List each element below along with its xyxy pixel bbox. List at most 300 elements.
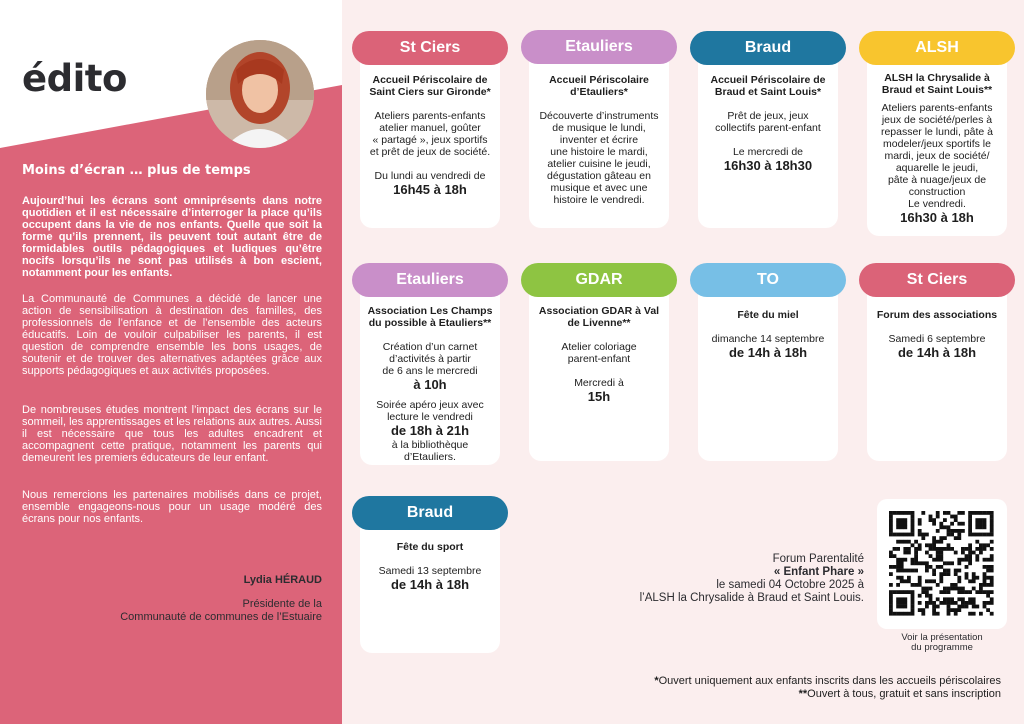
qr-module [911, 515, 915, 519]
qr-module [983, 583, 987, 587]
qr-module [957, 590, 961, 594]
qr-module [983, 558, 987, 562]
qr-module [907, 533, 911, 537]
qr-module [911, 525, 915, 529]
qr-module [950, 597, 954, 601]
qr-module [918, 543, 922, 547]
qr-module [914, 561, 918, 565]
qr-module [889, 605, 893, 609]
qr-module [907, 551, 911, 555]
event-time: à 10h [413, 377, 447, 392]
qr-module [900, 576, 904, 580]
qr-module [911, 594, 915, 598]
location-tag: GDAR [521, 263, 677, 297]
edito-paragraph: La Communauté de Communes a décidé de lancer une action de sensibilisation à destination des familles, des professionnels de l’enfance et de l’ensemble des acteurs éducatifs. Loin de vouloir culpabiliser les parents, il est question de comprendre ensemble les bons usages, de soutenir et de trouver des alternatives adaptées grâce aux supports pédagogiques et aux activités proposées. [22, 293, 322, 377]
qr-module [983, 590, 987, 594]
qr-module [943, 572, 947, 576]
qr-module [896, 540, 900, 544]
qr-module [986, 543, 990, 547]
qr-module [943, 536, 947, 540]
qr-module [900, 569, 904, 573]
qr-module [936, 529, 940, 533]
qr-module [932, 572, 936, 576]
qr-module [918, 579, 922, 583]
qr-module [957, 608, 961, 612]
qr-module [939, 522, 943, 526]
qr-module [957, 587, 961, 591]
qr-module [903, 569, 907, 573]
qr-module [968, 590, 972, 594]
qr-module [900, 597, 904, 601]
qr-module [986, 558, 990, 562]
qr-module [896, 590, 900, 594]
qr-module [911, 583, 915, 587]
location-tag: Braud [690, 31, 846, 65]
qr-module [918, 594, 922, 598]
qr-module [903, 522, 907, 526]
qr-module [983, 576, 987, 580]
qr-module [947, 561, 951, 565]
event-title: Fête du sport [396, 541, 464, 553]
qr-module [911, 597, 915, 601]
qr-module [889, 533, 893, 537]
qr-module [947, 525, 951, 529]
qr-module [936, 554, 940, 558]
qr-module [907, 576, 911, 580]
qr-module [929, 587, 933, 591]
qr-module [983, 601, 987, 605]
qr-module [979, 511, 983, 515]
qr-module [979, 612, 983, 616]
qr-module [911, 518, 915, 522]
qr-module [889, 608, 893, 612]
qr-module [975, 558, 979, 562]
qr-module [911, 590, 915, 594]
qr-module [914, 558, 918, 562]
qr-module [932, 543, 936, 547]
qr-module [914, 540, 918, 544]
qr-module [903, 601, 907, 605]
qr-module [965, 590, 969, 594]
qr-module [900, 518, 904, 522]
qr-module [954, 572, 958, 576]
qr-module [947, 612, 951, 616]
qr-module [961, 558, 965, 562]
qr-module [968, 543, 972, 547]
qr-module [979, 587, 983, 591]
qr-module [896, 605, 900, 609]
qr-module [918, 608, 922, 612]
qr-module [911, 612, 915, 616]
edito-paragraph: Nous remercions les partenaires mobilisés dans ce projet, ensemble engageons-nous pour un usage modéré des écrans pour nos enfants. [22, 489, 322, 525]
event-time: de 14h à 18h [897, 345, 977, 360]
qr-module [954, 608, 958, 612]
qr-module [939, 536, 943, 540]
qr-module [893, 511, 897, 515]
qr-module [954, 612, 958, 616]
qr-module [957, 576, 961, 580]
qr-module [943, 597, 947, 601]
qr-module [929, 518, 933, 522]
qr-module [961, 590, 965, 594]
event-card-braud-2: Fête du sport Samedi 13 septembre de 14h à 18h [360, 515, 500, 653]
location-tag: TO [690, 263, 846, 297]
qr-module [939, 565, 943, 569]
qr-module [975, 590, 979, 594]
qr-module [929, 597, 933, 601]
qr-module [939, 554, 943, 558]
qr-module [936, 605, 940, 609]
qr-module [921, 561, 925, 565]
event-card-st-ciers: Accueil Périscolaire de Saint Ciers sur Gironde* Ateliers parents-enfants atelier manuel, goûter « partagé », jeux sportifs et prêt de jeux de société. Du lundi au vendredi de 16h45 à 18h [360, 50, 500, 228]
qr-module [925, 569, 929, 573]
location-tag: Braud [352, 496, 508, 530]
qr-module [896, 522, 900, 526]
qr-module [990, 522, 994, 526]
qr-module [936, 565, 940, 569]
qr-module [936, 515, 940, 519]
qr-module [903, 558, 907, 562]
qr-module [929, 579, 933, 583]
qr-module [957, 529, 961, 533]
qr-module [936, 597, 940, 601]
qr-module [975, 525, 979, 529]
footnote-1: *Ouvert uniquement aux enfants inscrits dans les accueils périscolaires [654, 675, 1001, 687]
event-title: Association GDAR à Val de Livenne** [538, 305, 660, 329]
event-card-alsh: ALSH la Chrysalide à Braud et Saint Louis** Ateliers parents-enfants jeux de société/perles à repasser le lundi, pâte à modeler/jeux sportifs le mardi, jeux de société/ aquarelle le jeudi, pâte à nuage/jeux de construction Le vendredi. 16h30 à 18h [867, 50, 1007, 236]
qr-module [921, 587, 925, 591]
qr-module [911, 533, 915, 537]
qr-module [903, 525, 907, 529]
qr-module [990, 612, 994, 616]
qr-module [990, 529, 994, 533]
qr-module [921, 533, 925, 537]
qr-module [929, 554, 933, 558]
qr-module [900, 511, 904, 515]
qr-module [972, 612, 976, 616]
qr-module [918, 518, 922, 522]
event-card-gdar: Association GDAR à Val de Livenne** Atelier coloriage parent-enfant Mercredi à 15h [529, 283, 669, 461]
qr-module [943, 601, 947, 605]
qr-code-icon [877, 499, 1007, 629]
edito-paragraph: Aujourd’hui les écrans sont omniprésents dans notre quotidien et il est nécessaire d’interroger la place qu’ils occupent dans la vie de nos enfants. Quelle que soit la forme qu’ils prennent, ils peuvent tout autant être de formidables outils pédagogiques et ludiques qu’être nocifs lorsqu’ils ne sont pas utilisés à bon escient, notamment pour les enfants. [22, 195, 322, 279]
event-title: Fête du miel [737, 309, 799, 321]
qr-module [968, 529, 972, 533]
qr-module [983, 533, 987, 537]
qr-module [961, 587, 965, 591]
edito-title: édito [22, 57, 127, 100]
qr-module [954, 518, 958, 522]
qr-module [965, 547, 969, 551]
qr-module [957, 536, 961, 540]
qr-module [979, 590, 983, 594]
qr-module [965, 565, 969, 569]
qr-module [957, 558, 961, 562]
qr-module [990, 515, 994, 519]
qr-module [983, 572, 987, 576]
qr-module [939, 547, 943, 551]
qr-module [983, 565, 987, 569]
qr-module [990, 590, 994, 594]
qr-module [943, 518, 947, 522]
qr-module [889, 554, 893, 558]
qr-module [947, 511, 951, 515]
qr-module [957, 579, 961, 583]
qr-module [889, 525, 893, 529]
qr-module [950, 583, 954, 587]
qr-module [968, 601, 972, 605]
qr-module [893, 590, 897, 594]
qr-module [986, 533, 990, 537]
qr-module [983, 543, 987, 547]
event-title: Accueil Périscolaire d’Etauliers* [549, 74, 649, 98]
qr-module [900, 522, 904, 526]
qr-module [932, 522, 936, 526]
qr-module [950, 529, 954, 533]
qr-module [957, 561, 961, 565]
forum-announcement: Forum Parentalité « Enfant Phare » le samedi 04 Octobre 2025 à l’ALSH la Chrysalide à Braud et Saint Louis. [639, 553, 864, 604]
location-tag: St Ciers [859, 263, 1015, 297]
location-tag: Etauliers [352, 263, 508, 297]
qr-module [990, 525, 994, 529]
qr-module [907, 540, 911, 544]
qr-module [965, 605, 969, 609]
qr-module [972, 605, 976, 609]
qr-module [947, 533, 951, 537]
qr-module [900, 540, 904, 544]
qr-module [950, 587, 954, 591]
qr-module [903, 551, 907, 555]
qr-code[interactable] [877, 499, 1007, 629]
qr-module [961, 522, 965, 526]
qr-module [968, 515, 972, 519]
qr-module [939, 576, 943, 580]
qr-module [961, 547, 965, 551]
event-time: 15h [587, 389, 611, 404]
qr-module [968, 511, 972, 515]
qr-module [929, 565, 933, 569]
qr-module [983, 605, 987, 609]
event-card-etauliers: Accueil Périscolaire d’Etauliers* Découverte d’instruments de musique le lundi, inventer et écrire une histoire le mardi, atelier cuisine le jeudi, dégustation gâteau en musique et avec une histoire le vendredi. [529, 50, 669, 228]
qr-module [911, 605, 915, 609]
qr-module [943, 511, 947, 515]
qr-module [990, 558, 994, 562]
qr-module [990, 533, 994, 537]
qr-module [907, 612, 911, 616]
qr-module [947, 572, 951, 576]
qr-module [986, 569, 990, 573]
qr-module [954, 529, 958, 533]
qr-module [968, 551, 972, 555]
qr-module [911, 529, 915, 533]
edito-panel [0, 0, 342, 724]
qr-module [979, 533, 983, 537]
qr-module [986, 583, 990, 587]
qr-module [907, 579, 911, 583]
qr-module [990, 511, 994, 515]
qr-module [968, 579, 972, 583]
qr-module [975, 605, 979, 609]
qr-module [947, 569, 951, 573]
qr-module [990, 547, 994, 551]
qr-module [954, 587, 958, 591]
qr-module [990, 518, 994, 522]
qr-module [903, 511, 907, 515]
qr-module [896, 576, 900, 580]
qr-module [965, 576, 969, 580]
qr-module [965, 558, 969, 562]
signature-name: Lydia HÉRAUD [243, 574, 322, 586]
qr-module [968, 522, 972, 526]
qr-module [943, 525, 947, 529]
qr-module [896, 558, 900, 562]
qr-module [900, 525, 904, 529]
qr-module [889, 597, 893, 601]
event-card-braud: Accueil Périscolaire de Braud et Saint Louis* Prêt de jeux, jeux collectifs parent-enfant Le mercredi de 16h30 à 18h30 [698, 50, 838, 228]
qr-module [986, 594, 990, 598]
qr-module [954, 551, 958, 555]
qr-module [932, 518, 936, 522]
qr-module [979, 522, 983, 526]
qr-module [990, 601, 994, 605]
qr-module [896, 518, 900, 522]
qr-module [914, 554, 918, 558]
qr-module [932, 536, 936, 540]
event-title: Forum des associations [876, 309, 998, 321]
qr-module [889, 565, 893, 569]
qr-module [925, 590, 929, 594]
qr-module [925, 605, 929, 609]
qr-module [914, 551, 918, 555]
qr-module [968, 518, 972, 522]
qr-module [925, 561, 929, 565]
qr-module [889, 601, 893, 605]
qr-module [986, 576, 990, 580]
qr-module [896, 511, 900, 515]
qr-module [896, 561, 900, 565]
qr-module [939, 601, 943, 605]
qr-module [947, 590, 951, 594]
qr-module [900, 565, 904, 569]
qr-module [932, 601, 936, 605]
qr-module [943, 587, 947, 591]
qr-module [972, 572, 976, 576]
qr-module [936, 551, 940, 555]
qr-module [979, 583, 983, 587]
qr-module [900, 601, 904, 605]
qr-module [943, 561, 947, 565]
qr-module [968, 525, 972, 529]
qr-module [921, 536, 925, 540]
qr-module [947, 543, 951, 547]
author-photo [206, 40, 314, 148]
event-time: de 18h à 21h [390, 423, 470, 438]
qr-module [983, 518, 987, 522]
qr-module [954, 515, 958, 519]
qr-module [968, 547, 972, 551]
qr-module [903, 518, 907, 522]
qr-module [990, 540, 994, 544]
qr-module [954, 569, 958, 573]
qr-module [979, 518, 983, 522]
qr-module [947, 605, 951, 609]
qr-module [950, 533, 954, 537]
qr-caption: Voir la présentation du programme [901, 632, 983, 653]
event-time: 16h45 à 18h [393, 182, 467, 197]
qr-module [947, 547, 951, 551]
qr-module [900, 558, 904, 562]
qr-module [947, 608, 951, 612]
event-card-st-ciers-2: Forum des associations Samedi 6 septembre de 14h à 18h [867, 283, 1007, 461]
qr-module [900, 561, 904, 565]
qr-module [932, 608, 936, 612]
qr-module [911, 601, 915, 605]
qr-module [925, 579, 929, 583]
qr-module [979, 551, 983, 555]
qr-module [929, 515, 933, 519]
qr-module [936, 583, 940, 587]
qr-module [957, 533, 961, 537]
edito-paragraph: De nombreuses études montrent l’impact des écrans sur le sommeil, les apprentissages et les relations aux autres. Aussi il est nécessaire que tous les adultes encadrent et accompagnent cette pratique, notamment les parents qui demeurent les premiers éducateurs de leur enfant. [22, 404, 322, 464]
qr-module [889, 572, 893, 576]
qr-module [903, 540, 907, 544]
qr-module [896, 569, 900, 573]
qr-module [965, 601, 969, 605]
qr-module [950, 561, 954, 565]
qr-module [961, 551, 965, 555]
qr-module [939, 590, 943, 594]
qr-module [972, 601, 976, 605]
qr-module [968, 533, 972, 537]
qr-module [954, 536, 958, 540]
qr-module [896, 583, 900, 587]
qr-module [921, 612, 925, 616]
qr-module [990, 579, 994, 583]
qr-module [961, 511, 965, 515]
qr-module [889, 522, 893, 526]
qr-module [893, 554, 897, 558]
qr-module [932, 547, 936, 551]
qr-module [903, 605, 907, 609]
qr-module [986, 511, 990, 515]
qr-module [947, 529, 951, 533]
qr-module [965, 554, 969, 558]
event-title: Accueil Périscolaire de Saint Ciers sur Gironde* [369, 74, 491, 98]
qr-module [972, 597, 976, 601]
event-title: Accueil Périscolaire de Braud et Saint Louis* [710, 74, 826, 98]
qr-module [957, 597, 961, 601]
qr-module [986, 590, 990, 594]
qr-module [972, 587, 976, 591]
qr-module [968, 597, 972, 601]
qr-module [961, 601, 965, 605]
qr-module [936, 612, 940, 616]
qr-module [975, 576, 979, 580]
qr-module [918, 561, 922, 565]
qr-module [990, 583, 994, 587]
qr-module [889, 612, 893, 616]
qr-module [939, 525, 943, 529]
location-tag: ALSH [859, 31, 1015, 65]
qr-module [921, 590, 925, 594]
qr-module [900, 579, 904, 583]
qr-module [903, 547, 907, 551]
qr-module [921, 608, 925, 612]
qr-module [929, 594, 933, 598]
qr-module [900, 533, 904, 537]
qr-module [939, 579, 943, 583]
qr-module [918, 522, 922, 526]
